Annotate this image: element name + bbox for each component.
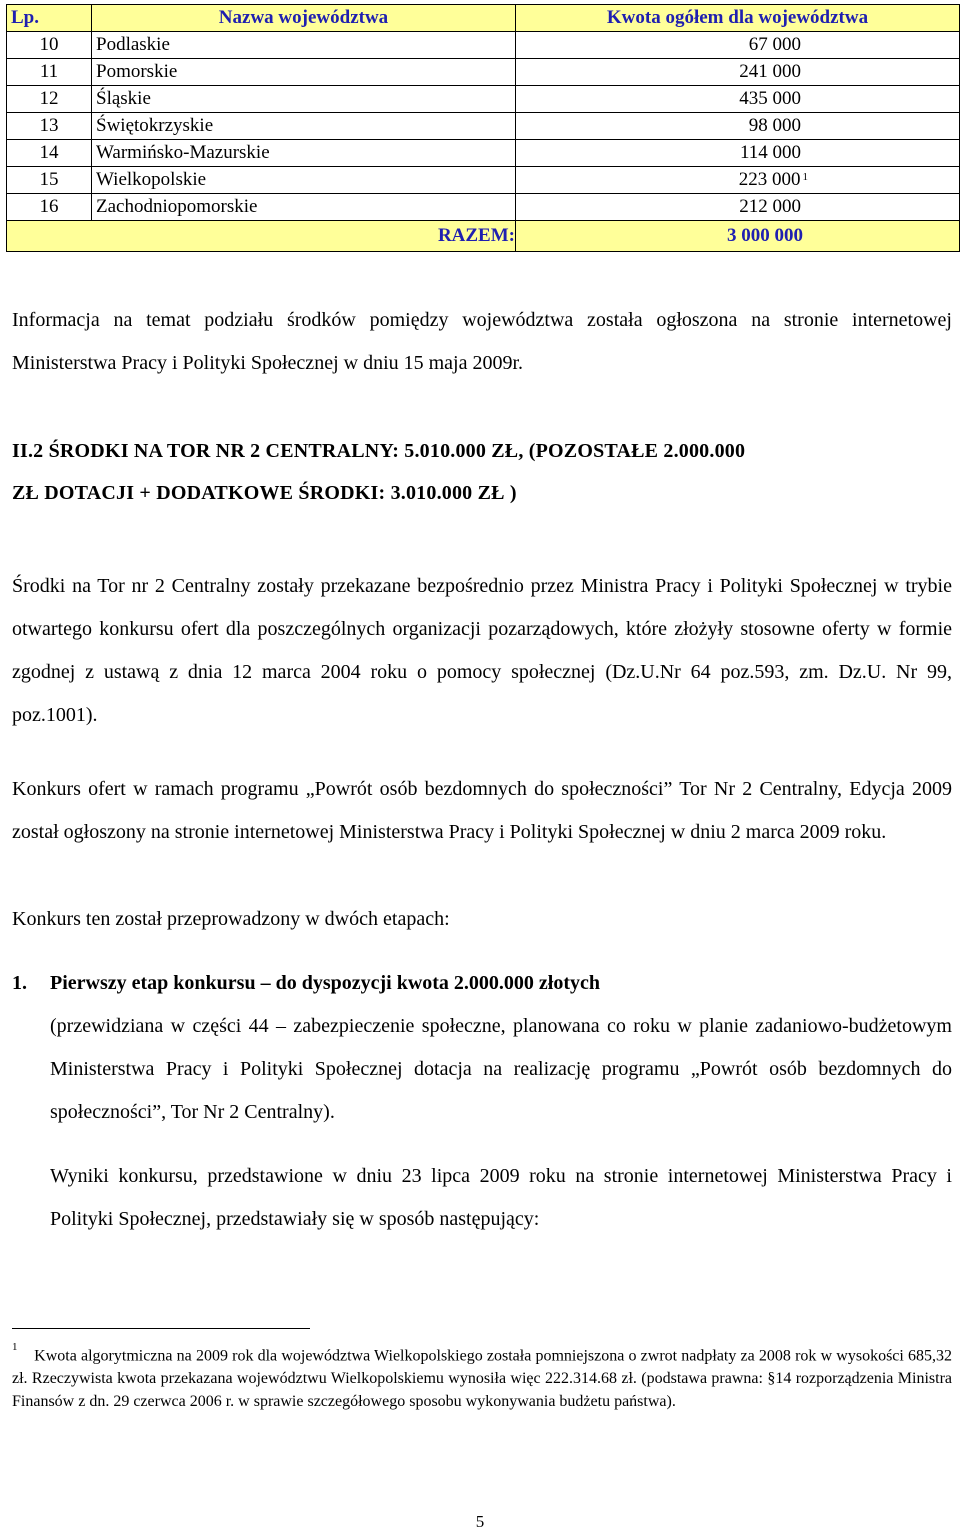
row-amount: 435 000	[516, 86, 960, 113]
total-value: 3 000 000	[516, 221, 960, 252]
row-name: Świętokrzyskie	[92, 113, 516, 140]
stage1-heading	[12, 962, 952, 1005]
row-amount: 241 000	[516, 59, 960, 86]
row-name: Wielkopolskie	[92, 167, 516, 194]
footnote	[12, 1340, 952, 1413]
table-row	[7, 167, 960, 194]
row-lp: 10	[7, 32, 92, 59]
total-label: RAZEM:	[7, 221, 516, 252]
row-amount: 67 000	[516, 32, 960, 59]
header-lp: Lp.	[7, 5, 92, 32]
stage1-description: (przewidziana w części 44 – zabezpieczenie społeczne, planowana co roku w planie zadaniowo-budżetowym Ministerstwa Pracy i Polityki Społecznej dotacja na realizację programu „Powrót osób bezdomnych do społeczności”, Tor Nr 2 Centralny).	[50, 1015, 952, 1123]
table-header-row	[7, 5, 960, 32]
row-lp: 14	[7, 140, 92, 167]
section-heading-text-1: II.2 ŚRODKI NA TOR NR 2 CENTRALNY: 5.010.000 ZŁ, (POZOSTAŁE 2.000.000	[12, 440, 746, 462]
row-name: Warmińsko-Mazurskie	[92, 140, 516, 167]
row-amount: 223 000	[738, 169, 801, 190]
row-lp: 12	[7, 86, 92, 113]
footnote-separator	[12, 1328, 310, 1329]
table-row	[7, 86, 960, 113]
row-name: Zachodniopomorskie	[92, 194, 516, 221]
row-lp: 16	[7, 194, 92, 221]
row-amount: 98 000	[516, 113, 960, 140]
section-heading-text-2: ZŁ DOTACJI + DODATKOWE ŚRODKI: 3.010.000 ZŁ )	[12, 482, 517, 504]
table-row	[7, 59, 960, 86]
row-name: Pomorskie	[92, 59, 516, 86]
table-total-row	[7, 221, 960, 252]
row-amount: 212 000	[516, 194, 960, 221]
funds-paragraph: Środki na Tor nr 2 Centralny zostały przekazane bezpośrednio przez Ministra Pracy i Polityki Społecznej w trybie otwartego konkursu ofert dla poszczególnych organizacji pozarządowych, które złożyły stosowne oferty w formie zgodnej z ustawą z dnia 12 marca 2004 roku o pomocy społecznej (Dz.U.Nr 64 poz.593, zm. Dz.U. Nr 99, poz.1001).	[12, 575, 952, 726]
footnote-mark: 1	[12, 1341, 18, 1353]
stage1-results: Wyniki konkursu, przedstawione w dniu 23 lipca 2009 roku na stronie internetowej Ministerstwa Pracy i Polityki Społecznej, przedstawiały się w sposób następujący:	[50, 1165, 952, 1230]
table-row	[7, 194, 960, 221]
row-name: Podlaskie	[92, 32, 516, 59]
table-row	[7, 113, 960, 140]
row-amount: 114 000	[516, 140, 960, 167]
row-lp: 15	[7, 167, 92, 194]
voivodeship-funds-table	[6, 4, 960, 252]
table-row	[7, 140, 960, 167]
footnote-reference[interactable]: 1	[802, 171, 808, 183]
contest-paragraph: Konkurs ofert w ramach programu „Powrót osób bezdomnych do społeczności” Tor Nr 2 Centralny, Edycja 2009 został ogłoszony na stronie internetowej Ministerstwa Pracy i Polityki Społecznej w dniu 2 marca 2009 roku.	[12, 778, 952, 843]
header-amount: Kwota ogółem dla województwa	[516, 5, 960, 32]
row-lp: 11	[7, 59, 92, 86]
info-paragraph: Informacja na temat podziału środków pomiędzy województwa została ogłoszona na stronie internetowej Ministerstwa Pracy i Polityki Społecznej w dniu 15 maja 2009r.	[12, 309, 952, 374]
row-lp: 13	[7, 113, 92, 140]
page-number: 5	[475, 1512, 485, 1531]
row-amount-cell	[516, 167, 960, 194]
section-heading-line1	[12, 431, 954, 472]
header-name: Nazwa województwa	[92, 5, 516, 32]
row-name: Śląskie	[92, 86, 516, 113]
table-row	[7, 32, 960, 59]
section-heading-line2	[12, 473, 517, 514]
stage1-title: Pierwszy etap konkursu – do dyspozycji kwota 2.000.000 złotych	[50, 972, 601, 994]
stage1-number: 1.	[12, 972, 27, 994]
footnote-text: Kwota algorytmiczna na 2009 rok dla województwa Wielkopolskiego została pomniejszona o zwrot nadpłaty za 2008 rok w wysokości 685,32 zł. Rzeczywista kwota przekazana województwu Wielkopolskiemu wynosiła więc 222.314.68 zł. (podstawa prawna: §14 rozporządzenia Ministra Finansów z dn. 29 czerwca 2006 r. w sprawie szczegółowego sposobu wykonywania budżetu państwa).	[12, 1347, 953, 1411]
stages-paragraph: Konkurs ten został przeprowadzony w dwóch etapach:	[12, 908, 450, 930]
